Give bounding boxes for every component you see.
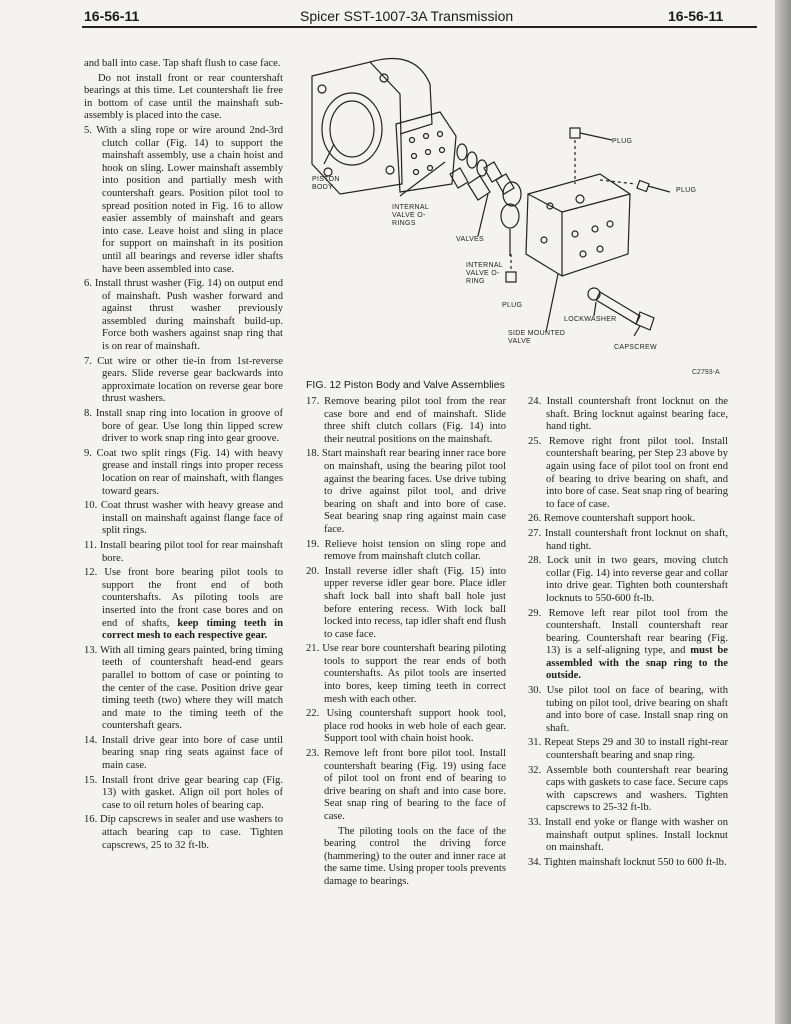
- step-16: 16. Dip capscrews in sealer and use washers to attach bearing cap to case. Tighten capscrews, 25 to 32 ft-lb.: [84, 814, 283, 851]
- step-5: 5. With a sling rope or wire around 2nd-3rd clutch collar (Fig. 14) to support the mainshaft assembly, use a chain hoist and hook on sling. Lower mainshaft assembly into position and partially mesh with countershaft gears. Position pilot tool to spread position noted in Fig. 16 to allow easier assembly of mainshaft and gears into case. Leave hoist and sling in place for support on mainshaft in its position until all bearings and reverse idler shafts have been assembled into case.: [84, 124, 283, 275]
- step-20: 20. Install reverse idler shaft (Fig. 15) into upper reverse idler gear bore. Place idler shaft lock ball into shaft ball hole just before entering recess. With lock ball locked into recess, tap idler shaft end flush to case face.: [306, 565, 506, 640]
- piston-valve-diagram: [300, 44, 670, 374]
- book-spine-shadow: [775, 0, 791, 1024]
- label-plug-bottom: PLUG: [502, 302, 523, 309]
- label-lockwasher: LOCKWASHER: [564, 316, 617, 323]
- figure-caption: FIG. 12 Piston Body and Valve Assemblies: [306, 379, 505, 391]
- step-7: 7. Cut wire or other tie-in from 1st-reverse gears. Slide reverse gear backwards into approximate location on reverse gear bore thrust washers.: [84, 355, 283, 405]
- step-12-emphasis: keep timing teeth in correct mesh to each respective gear.: [102, 617, 283, 642]
- step-24: 24. Install countershaft front locknut on the shaft. Bring locknut against bearing face, hand tight.: [528, 396, 728, 433]
- step-9: 9. Coat two split rings (Fig. 14) with heavy grease and install rings into proper recess location on rear of mainshaft, with flanges toward gears.: [84, 447, 283, 497]
- step-27: 27. Install countershaft front locknut on shaft, hand tight.: [528, 527, 728, 552]
- label-plug-right: PLUG: [676, 187, 697, 194]
- step-18: 18. Start mainshaft rear bearing inner race bore on mainshaft, using the bearing pilot tool against the bearing faces. Use drive tubing to drive against pilot tool, and drive bearing on shaft and into bore of case. Seat bearing snap ring against main case face.: [306, 448, 507, 535]
- page-number-left: 16-56-11: [84, 8, 140, 24]
- step-28: 28. Lock unit in two gears, moving clutch collar (Fig. 14) into reverse gear and collar into drive gear. Tighten both countershaft locknuts to 550-600 ft-lb.: [528, 555, 728, 604]
- step-13: 13. With all timing gears painted, bring timing teeth of countershaft head-end gears parallel to bottom of case or pointing to the center of the case. Position drive gear timing teeth (two) where they will match and mate to the timing teeth of the countershaft gears.: [84, 644, 283, 732]
- running-title: Spicer SST-1007-3A Transmission: [300, 8, 514, 24]
- text-column-2: [306, 396, 506, 891]
- paragraph: and ball into case. Tap shaft flush to case face.: [84, 58, 281, 69]
- step-12: [84, 567, 283, 643]
- header-rule: [82, 26, 757, 28]
- label-capscrew: CAPSCREW: [614, 344, 657, 351]
- text-column-1: [84, 58, 283, 854]
- figure-code: C2793-A: [692, 369, 720, 376]
- step-17: 17. Remove bearing pilot tool from the rear case bore and end of mainshaft. Slide three shift clutch collars (Fig. 14) into their neutral positions on the mainshaft.: [306, 396, 506, 445]
- step-21: 21. Use rear bore countershaft bearing piloting tools to support the rear ends of both countershafts. As pilot tools are inserted into bores, keep timing teeth in correct mesh with each other.: [306, 643, 506, 705]
- paragraph: Do not install front or rear countershaft bearings at this time. Let countershaft lie free in bottom of case until the mainshaft sub-assembly is placed into the case.: [84, 72, 283, 122]
- text-column-3: [528, 396, 728, 871]
- page-number-right: 16-56-11: [668, 8, 724, 24]
- step-32: 32. Assemble both countershaft rear bearing caps with gaskets to case face. Secure caps with capscrews and washers. Tighten capscrews to 25-32 ft-lb.: [528, 764, 728, 814]
- step-30: 30. Use pilot tool on face of bearing, with tubing on pilot tool, drive bearing on shaft and into bore of case. Install snap ring on shaft.: [528, 685, 728, 734]
- step-29-emphasis: must be assembled with the snap ring to the outside.: [546, 645, 728, 682]
- step-12-text: 12. Use front bore bearing pilot tools to support the front end of both countershafts. As piloting tools are inserted into the front case bores and on end of shafts,: [84, 567, 283, 629]
- step-29: [528, 608, 728, 684]
- step-25: 25. Remove right front pilot tool. Install countershaft bearing, per Step 23 above by again using face of pilot tool on front end of bearing to drive bearing on shaft, and into bore of case. Seat snap ring of bearing to face of case.: [528, 435, 728, 510]
- label-internal-valve-oring: INTERNAL VALVE O-RING: [466, 262, 503, 285]
- step-19: 19. Relieve hoist tension on sling rope and remove from mainshaft clutch collar.: [306, 538, 506, 563]
- step-14: 14. Install drive gear into bore of case until bearing snap ring seats against face of main case.: [84, 734, 283, 772]
- label-valves: VALVES: [456, 236, 484, 243]
- step-34: 34. Tighten mainshaft locknut 550 to 600 ft-lb.: [528, 856, 727, 868]
- label-internal-valve-orings: INTERNAL VALVE O-RINGS: [392, 204, 429, 227]
- step-26: 26. Remove countershaft support hook.: [528, 513, 696, 525]
- step-31: 31. Repeat Steps 29 and 30 to install right-rear countershaft bearing and snap ring.: [528, 737, 728, 762]
- step-22: 22. Using countershaft support hook tool, place rod hooks in web hole of each gear. Support tool with chain hoist hook.: [306, 708, 506, 745]
- label-side-mounted-valve: SIDE MOUNTED VALVE: [508, 330, 566, 345]
- label-piston-body: PISTON BODY: [312, 176, 340, 191]
- step-6: 6. Install thrust washer (Fig. 14) on output end of mainshaft. Push washer forward and against thrust washer previously assembled during mainshaft build-up. Force both washers against snap ring that is on rear of mainshaft.: [84, 278, 283, 353]
- step-23: 23. Remove left front bore pilot tool. Install countershaft bearing (Fig. 19) using face of pilot tool on front end of bearing to drive bearing on shaft and into case bore. Seat snap ring of bearing to the face of case.: [306, 748, 506, 822]
- step-15: 15. Install front drive gear bearing cap (Fig. 13) with gasket. Align oil port holes of case to oil return holes of bearing cap.: [84, 774, 283, 811]
- step-8: 8. Install snap ring into location in groove of bore of gear. Use long thin lipped screw driver to work snap ring into gear groove.: [84, 408, 283, 445]
- step-10: 10. Coat thrust washer with heavy grease and install on mainshaft against flange face of split rings.: [84, 500, 283, 537]
- step-33: 33. Install end yoke or flange with washer on mainshaft output splines. Install locknut on mainshaft.: [528, 817, 728, 854]
- step-29-text: 29. Remove left rear pilot tool from the countershaft. Install countershaft rear bearing. Countershaft rear bearing (Fig. 13) is a self-aligning type, and: [528, 607, 728, 657]
- label-plug-top: PLUG: [612, 138, 633, 145]
- step-23-note: The piloting tools on the face of the bearing control the driving force (hammering) to the outer and inner race at the same time. Using proper tools prevents damage to bearings.: [324, 825, 506, 887]
- step-11: 11. Install bearing pilot tool for rear mainshaft bore.: [84, 539, 283, 564]
